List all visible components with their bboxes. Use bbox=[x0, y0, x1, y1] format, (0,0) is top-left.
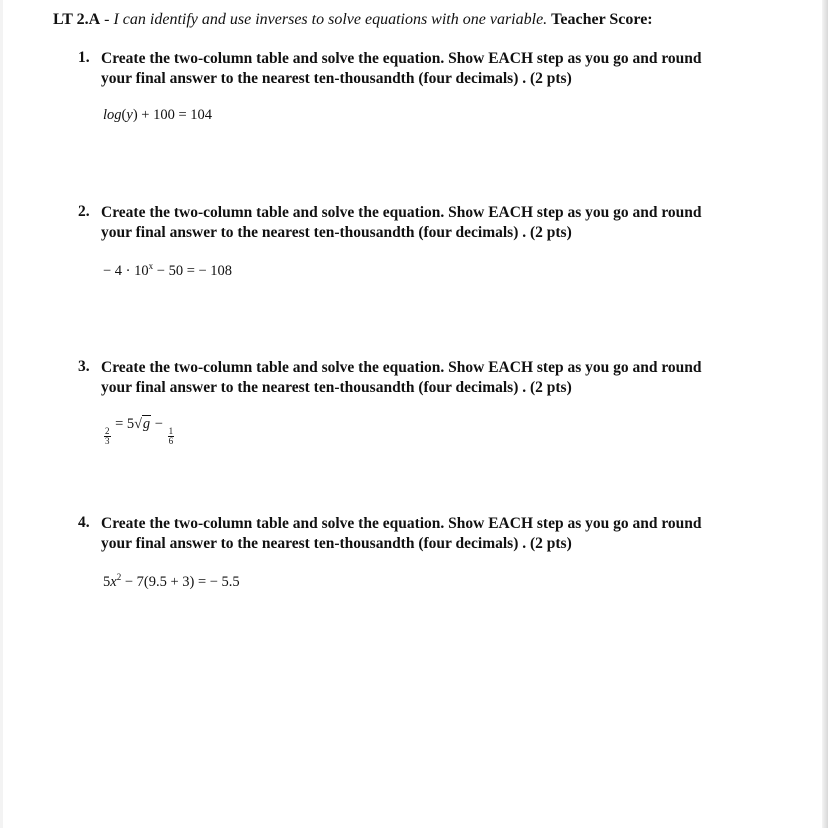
header-separator: - bbox=[100, 11, 114, 28]
instruction-line-2: your final answer to the nearest ten-thousandth (four decimals) . (2 pts) bbox=[101, 70, 572, 87]
fraction-two-thirds bbox=[104, 427, 111, 446]
question-number: 3. bbox=[78, 358, 90, 375]
close-paren: ) bbox=[132, 107, 138, 123]
question-2 bbox=[78, 203, 758, 280]
instruction-line-1: Create the two-column table and solve the equation. Show EACH step as you go and round bbox=[101, 204, 702, 221]
equals-five: = 5 bbox=[111, 416, 135, 432]
fraction-numerator: 2 bbox=[105, 426, 110, 436]
instruction-line-2: your final answer to the nearest ten-thousandth (four decimals) . (2 pts) bbox=[101, 224, 572, 241]
question-instructions bbox=[101, 203, 758, 243]
question-instructions bbox=[101, 49, 758, 89]
learning-target-code: LT 2.A bbox=[53, 11, 101, 28]
question-number: 1. bbox=[78, 49, 90, 66]
square-root-icon: √ bbox=[134, 417, 142, 432]
question-number: 4. bbox=[78, 514, 90, 531]
radicand-g: g bbox=[142, 416, 151, 432]
exponent-x: x bbox=[148, 261, 154, 271]
question-3 bbox=[78, 358, 758, 446]
instruction-line-1: Create the two-column table and solve the equation. Show EACH step as you go and round bbox=[101, 515, 702, 532]
question-instructions bbox=[101, 358, 758, 398]
variable-x: x bbox=[110, 574, 117, 590]
minus-sign: − bbox=[151, 416, 167, 432]
teacher-score-label: Teacher Score: bbox=[551, 11, 653, 28]
open-paren: ( bbox=[121, 107, 127, 123]
fraction-numerator: 1 bbox=[168, 426, 174, 436]
worksheet-header bbox=[53, 11, 653, 29]
instruction-line-2: your final answer to the nearest ten-thousandth (four decimals) . (2 pts) bbox=[101, 535, 572, 552]
equation-lead: − 4 · 10 bbox=[103, 263, 149, 279]
equation-4 bbox=[103, 572, 758, 591]
equation-rest: − 7(9.5 + 3) = − 5.5 bbox=[121, 574, 240, 590]
variable-y: y bbox=[126, 107, 133, 123]
instruction-line-2: your final answer to the nearest ten-thousandth (four decimals) . (2 pts) bbox=[101, 379, 572, 396]
fraction-denominator: 3 bbox=[105, 436, 110, 446]
fraction-denominator: 6 bbox=[168, 436, 174, 446]
instruction-line-1: Create the two-column table and solve the equation. Show EACH step as you go and round bbox=[101, 359, 702, 376]
question-instructions bbox=[101, 514, 758, 554]
coefficient: 5 bbox=[103, 574, 111, 590]
exponent-2: 2 bbox=[116, 572, 122, 582]
fraction-one-sixth bbox=[168, 427, 175, 446]
question-4 bbox=[78, 514, 758, 591]
question-1 bbox=[78, 49, 758, 124]
instruction-line-1: Create the two-column table and solve the equation. Show EACH step as you go and round bbox=[101, 50, 702, 67]
page-left-edge bbox=[0, 0, 3, 828]
equation-rest: + 100 = 104 bbox=[137, 107, 213, 123]
question-number: 2. bbox=[78, 203, 90, 220]
page-right-edge bbox=[822, 0, 828, 828]
equation-3 bbox=[103, 416, 758, 446]
learning-target-statement: I can identify and use inverses to solve equations with one variable. bbox=[113, 11, 548, 28]
equation-2 bbox=[103, 261, 758, 280]
equation-rest: − 50 = − 108 bbox=[153, 263, 233, 279]
log-function: log bbox=[103, 107, 122, 123]
equation-1 bbox=[103, 107, 758, 124]
